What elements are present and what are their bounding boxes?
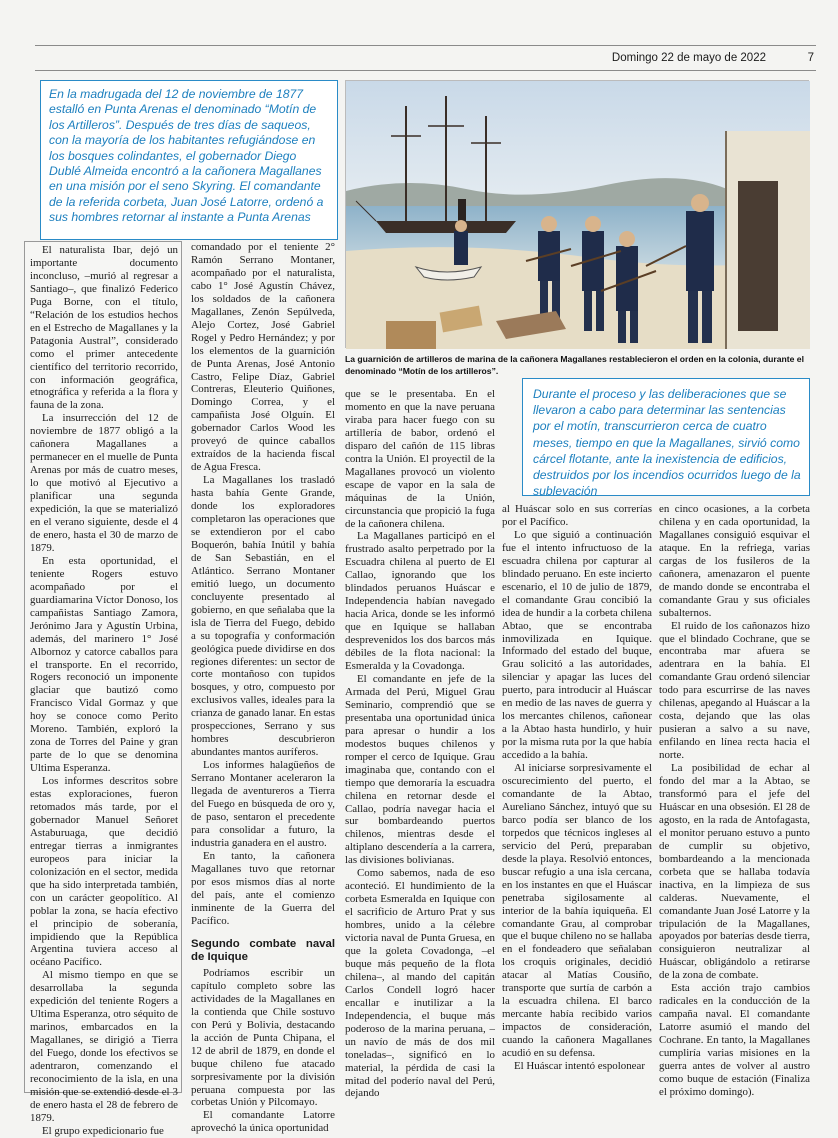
paragraph: El comandante en jefe de la Armada del Perú, Miguel Grau Seminario, comprendió que se presentaba una oportunidad única para apresar o hundir a los modestos buques chilenos y romper el cerco de Iquique. Grau imaginaba que, contando con el tiempo que demoraría la escuadra chilena en retornar desde el Callao, podría navegar hacia el sur bombardeando puertos chilenos, mientras desde el altiplano descendería a la carrera, las divisiones bolivianas. xyxy=(345,672,495,867)
paragraph: El ruido de los cañonazos hizo que el blindado Cochrane, que se encontraba mar afuera se adentrara en la bahía. El comandante Grau ordenó silenciar todo para escurrirse de las naves chilenas, apegando al Huáscar a la costa, dejando que las olas pusieran a salvo a su nave, enfilando en línea recta hacia el norte. xyxy=(659,619,810,762)
paragraph: Al iniciarse sorpresivamente el oscurecimiento del puerto, el comandante de la Abtao, Aureliano Sánchez, intuyó que su barco podía ser blanco de los torpedos que técnicos ingleses al servicio del Perú, preparaban desde la playa. Resolvió entonces, buscar refugio a una isla cercana, en los instantes en que el Huáscar penetraba sigilosamente al interior de la bahía iquiqueña. El comandante Grau, al comprobar que el buque chileno no se hallaba en el fondeadero que señalaban los croquis originales, decidió atacar al Matías Cousiño, transporte que surtía de carbón a la escuadra chilena. El barco mercante había recibido varios impactos de consideración, cuando la cañonera Magallanes acudió en su defensa. xyxy=(502,762,652,1060)
paragraph: La insurrección del 12 de noviembre de 1877 obligó a la cañonera Magallanes a permanecer en el muelle de Punta Arenas por más de cuatro meses, lo que motivó al Ejecutivo a planificar una segunda expedición, la que se materializó en el verano siguiente, desde el 4 de enero, hasta el 30 de marzo de 1879. xyxy=(30,412,178,554)
lead-text: En la madrugada del 12 de noviembre de 1877 estalló en Punta Arenas el denominado “Motín de los Artilleros”. Después de tres días de saqueos, con la mayoría de los habitantes refugiándose en los bosques colindantes, el gobernador Diego Dublé Almeida encontró a la cañonera Magallanes en una misión por el seno Skyring. El comandante de la referida corbeta, Juan José Latorre, ordenó a sus hombres retornar al instante a Punta Arenas xyxy=(49,87,324,225)
column-1 xyxy=(24,241,182,1137)
column-2 xyxy=(191,241,335,1135)
paragraph: en cinco ocasiones, a la corbeta chilena y en cada oportunidad, la Magallanes consiguió esquivar el ataque. En la refriega, varias cargas de los fusileros de la cañonera, amenazaron el puente de mando donde se encontraba el comandante Grau y sus oficiales subalternos. xyxy=(659,503,810,619)
paragraph: Los informes descritos sobre estas exploraciones, fueron retomados más tarde, por el gobernador Manuel Señoret Astaburuaga, que decidió entregar tierras a inmigrantes europeos para iniciar la colonización en el sector, medida que ha sido interpretada también, con un carácter geopolítico. Al poblar la zona, se hacía efectivo el principio de soberanía, impidiendo que la República Argentina tuviera acceso al océano Pacífico. xyxy=(30,775,178,969)
paragraph: El naturalista Ibar, dejó un importante documento inconcluso, –murió al regresar a Santiago–, que finalizó Federico Puga Borne, con el título, “Relación de los estudios hechos en el Estrecho de Magallanes y la Patagonia Austral”, considerado como el primer antecedente científico del territorio recorrido, con información geográfica, etnográfica y referida a la flora y fauna de la zona. xyxy=(30,244,178,412)
column-3 xyxy=(345,388,495,1100)
paragraph: Como sabemos, nada de eso aconteció. El hundimiento de la corbeta Esmeralda en Iquique con el sacrificio de Arturo Prat y sus hombres, unido a la célebre victoria naval de Punta Gruesa, en que la goleta Covadonga, –el buque más pequeño de la flota chilena–, al mando del capitán Carlos Condell logró hacer encallar e inutilizar a la Independencia, el buque más poderoso de la marina peruana, –un navío de más de dos mil toneladas–, significó en lo material, la pérdida de casi la mitad del poderío naval del Perú, dejando xyxy=(345,867,495,1100)
page-number: 7 xyxy=(807,52,814,64)
paragraph: Esta acción trajo cambios radicales en la conducción de la campaña naval. El comandante Latorre asumió el mando del Cochrane. En tanto, la Magallanes cumpliría varias misiones en la guerra antes de volver al austro como buque de estación (Finaliza el próximo domingo). xyxy=(659,982,810,1098)
section-subheading: Segundo combate naval de Iquique xyxy=(191,937,335,963)
paragraph: al Huáscar solo en sus correrías por el Pacífico. xyxy=(502,503,652,528)
paragraph: Al mismo tiempo en que se desarrollaba la segunda expedición del teniente Rogers a Ultima Esperanza, otro séquito de marinos, embarcados en la Magallanes, se dirigió a Tierra del Fuego, donde los efectivos se adentraron, comenzando el reconocimiento de la isla, en una misión que se extendió desde el 3 de enero hasta el 28 de febrero de 1879. xyxy=(30,969,178,1124)
page-header xyxy=(35,50,816,71)
paragraph: La posibilidad de echar al fondo del mar a la Abtao, se transformó para el jefe del Huáscar en una obsesión. El 28 de agosto, en la rada de Antofagasta, el monitor peruano estuvo a punto de cumplir su objetivo, bombardeando a la mencionada corbeta que se hallaba todavía inactiva, en la limpieza de sus calderas. Nuevamente, el comandante Juan José Latorre y la tripulación de la Magallanes, apoyados por baterías desde tierra, consiguieron neutralizar al Huáscar, obligándolo a retirarse de la zona de combate. xyxy=(659,762,810,982)
paragraph: Podríamos escribir un capítulo completo sobre las actividades de la Magallanes en la contienda que Chile sostuvo con Perú y Bolivia, destacando la acción de Punta Chipana, el 12 de abril de 1879, en donde el buque chileno fue atacado sorpresivamente por la división peruana compuesta por las corbetas Unión y Pilcomayo. xyxy=(191,966,335,1109)
illustration-photo xyxy=(345,80,809,348)
paragraph: En esta oportunidad, el teniente Rogers estuvo acompañado por el guardiamarina Víctor Donoso, los campañistas Santiago Zamora, Jerónimo Jara y Agustín Urbina, además, del marinero 1° José Albornoz y catorce caballos para el transporte. En el recorrido, Rogers reconoció un imponente glaciar que bautizó como Francisco Vidal Gormaz y que hoy se conoce como Perito Moreno. También, exploró la zona de Torres del Paine y gran parte de lo que se denomina Ultima Esperanza. xyxy=(30,554,179,775)
issue-date: Domingo 22 de mayo de 2022 xyxy=(611,52,766,64)
column-5 xyxy=(659,503,810,1098)
paragraph: El grupo expedicionario fue xyxy=(42,1124,164,1137)
paragraph: En tanto, la cañonera Magallanes tuvo que retornar por esos mismos días al norte del país, ante el comienzo inminente de la Guerra del Pacífico. xyxy=(191,849,335,927)
lead-box xyxy=(40,80,338,240)
paragraph: El comandante Latorre aprovechó la única oportunidad xyxy=(191,1109,335,1135)
paragraph: Lo que siguió a continuación fue el intento infructuoso de la escuadra chilena por capturar al blindado peruano. En este incierto escenario, el 10 de julio de 1879, el comandante Grau concibió la idea de hundir a la corbeta chilena Abtao, que se encontraba inmovilizada en Iquique. Informado del estado del buque, Grau solicitó a las autoridades, silenciar y apagar las luces del puerto, para introducir al Huáscar en medio de las naves de guerra y los mercantes chilenos, cañonear a la Abtao hasta hundirlo, y huir por la misma ruta por la que había accedido a la bahía. xyxy=(502,528,652,762)
paragraph: La Magallanes participó en el frustrado asalto perpetrado por la Escuadra chilena al puerto de El Callao, ignorando que los blindados peruanos Huáscar e Independencia habían navegado hacia Arica, donde se les informó que en Iquique se hallaban desprevenidos los dos barcos más débiles de la flota nacional: la Esmeralda y la Covadonga. xyxy=(345,530,495,673)
paragraph: El Huáscar intentó espolonear xyxy=(514,1059,645,1072)
pull-quote xyxy=(522,378,810,499)
paragraph: comandado por el teniente 2° Ramón Serrano Montaner, acompañado por el naturalista, cabo 1° José Agustín Chávez, los soldados de la cañonera Magallanes, Zenón Sepúlveda, Alejo Cortez, José Gabriel Rogel y Pedro Hernández; y por los elementos de la guarnición de Punta Arenas, José Antonio Castro, Felipe Díaz, Gabriel Contreras, Eleuterio Quiñones, Domingo Correa, y el campañista José Olguín. El gobernador Carlos Wood les proveyó de quince caballos extraídos de la hacienda fiscal de Agua Fresca. xyxy=(191,241,335,474)
photo-caption: La guarnición de artilleros de marina de la cañonera Magallanes restablecieron el orden en la colonia, durante el denominado “Motín de los artilleros”. xyxy=(345,354,804,376)
top-rule xyxy=(35,45,816,46)
paragraph: La Magallanes los trasladó hasta bahía Gente Grande, donde los exploradores completaron las operaciones que se extendieron por el cabo Boquerón, bahía Inútil y bahía de San Sebastián, en el Atlántico. Serrano Montaner emitió luego, un documento concluyente presentado al gobierno, en que señalaba que la isla de Tierra del Fuego, debido a su topografía y conformación geológica puede dividirse en dos regiones diferentes: un sector de corte montañoso con tupidos bosques, y otro, compuesto por exclusivos valles, ideales para la crianza de ganado lanar. En estas prospecciones, Serrano y sus hombres descubrieron abundantes mantos auríferos. xyxy=(191,474,335,759)
paragraph: Los informes halagüeños de Serrano Montaner aceleraron la llegada de aventureros a Tierra del Fuego en búsqueda de oro y, de paso, sentaron el precedente para consolidar a futuro, la industria ganadera en el austro. xyxy=(191,759,335,849)
column-4 xyxy=(502,503,652,1081)
pull-quote-text: Durante el proceso y las deliberaciones que se llevaron a cabo para determinar las sentencias por el motín, transcurrieron cerca de cuatro meses, tiempo en que la Magallanes, sirvió como cárcel flotante, ante la inexistencia de edificios, destruidos por los incendios ocurridos luego de la sublevación xyxy=(533,387,801,499)
paragraph: que se le presentaba. En el momento en que la nave peruana viraba para hacer fuego con su artillería de babor, ordenó el disparo del cañón de 115 libras contra la Unión. El proyectil de la Magallanes provocó un violento escape de vapor en la sala de máquinas de la Unión, circunstancia que propició la fuga de la cañonera chilena. xyxy=(345,388,495,530)
